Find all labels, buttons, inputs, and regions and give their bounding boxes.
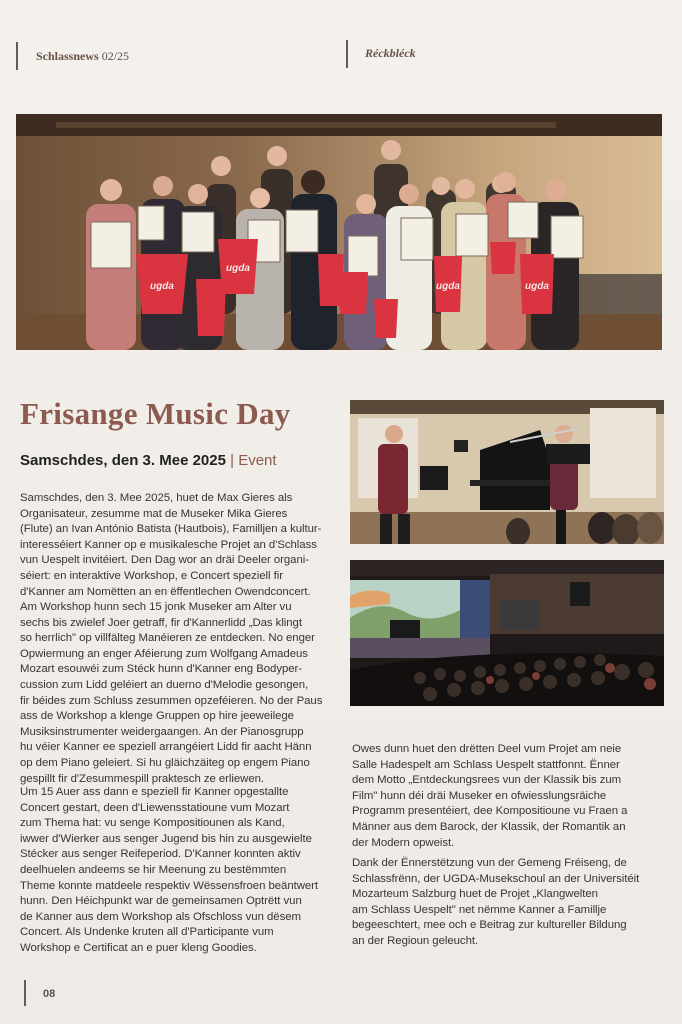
header-divider-right xyxy=(346,40,348,68)
article-title: Frisange Music Day xyxy=(20,396,291,431)
bag-logo: ugda xyxy=(525,281,549,292)
group-photo xyxy=(16,114,662,350)
header-issue: 02/25 xyxy=(101,49,130,63)
paragraph-workshop: Am Workshop hunn sech 15 jonk Museker am Alter vu sechs bis zwielef Joer getraff, fir d'Kannerlidd „Das klingt so herrlich" op villfälteg Manéieren ze entdecken. No enger Opwiermung an enger Aféierung zum Wolfgang Amadeus Mozart esouwéi zum Stéck hunn d'Kanner eng Bodyper- cussion zum Lidd geléiert an duerno d'Melodie gesongen, fir béides zum Schluss zesummen opzeféieren. No der Paus ass de Workshop a klenge Gruppen op hire jeeweilege Musiksinstrumenter weidergaangen. An der Pianosgrupp hu véier Kanner ee speziell arrangéiert Lidd fir aacht Hänn op dem Piano geleiert. Si hu gläichzäiteg op engem Piano gespillt fir d'Zesummespill praktesch ze erliewen. xyxy=(20,601,323,785)
page-number: 08 xyxy=(43,988,56,1000)
header-rubric: Réckbléck xyxy=(365,46,416,60)
header-divider-left xyxy=(16,42,18,70)
subtitle-separator: | xyxy=(230,452,235,469)
article-date: Samschdes, den 3. Mee 2025 xyxy=(20,452,226,469)
bag-logo: ugda xyxy=(436,281,460,292)
paragraph-intro: Samschdes, den 3. Mee 2025, huet de Max Gieres als Organisateur, zesumme mat de Museker Mika Gieres (Flute) an Ivan António Batista (Hautbois), Familljen a kultur- interesséiert Kanner op e musikalesche Projet an d'Schlass vun Uespelt invitéiert. Den Dag wor an dräi Deeler organi- séiert: en interaktive Workshop, e Concert speziell fir d'Kanner am Nomëtten an en ëffentlechen Owendconcert. xyxy=(20,492,322,598)
bag-logo: ugda xyxy=(226,263,250,274)
footer-divider xyxy=(24,980,26,1006)
bag-logo: ugda xyxy=(150,281,174,292)
header-section xyxy=(36,49,129,64)
paragraph-concert: Um 15 Auer ass dann e speziell fir Kanner opgestallte Concert gestart, deen d'Liewensstatioune vum Mozart zum Thema hat: vu senge Kompositiounen als Kand, iwwer d'Wierker aus senger Jugend bis hin zu ausgewielte Stécker aus senger Reifeperiod. D'Kanner konnten aktiv deelhuelen andeems se hir Meenung zu bestëmmten Theme konnte matdeele respektiv Wëssensfroen beäntwert hunn. Den Héichpunkt war de gemeinsamen Optrëtt vun de Kanner aus dem Workshop als Ofschloss vun dësem Concert. Als Undenke kruten all d'Participante vum Workshop e Certificat an e puer kleng Goodies. xyxy=(20,786,319,954)
article-subtitle xyxy=(20,452,277,469)
paragraph-evening: Owes dunn huet den drëtten Deel vum Projet am neie Salle Hadespelt am Schlass Uespelt stattfonnt. Ënner dem Motto „Entdeckungsrees vun der Klassik bis zum Film" hunn déi dräi Museker en ofwiesslungsräiche Programm presentéiert, dee Kompositioune vu Fraen a Männer aus dem Barock, der Klassik, der Romantik an der Modern opweist. xyxy=(352,743,628,849)
concert-hall-photo xyxy=(350,560,664,706)
paragraph-thanks: Dank der Ënnerstëtzung vun der Gemeng Fréiseng, de Schlassfrënn, der UGDA-Musekschoul an der Universitéit Mozarteum Salzburg huet de Projet „Klangwelten am Schlass Uespelt" net nëmme Kanner a Famillje begeeschtert, mee och e Beitrag zur kultureller Bildung an der Regioun geleucht. xyxy=(352,857,640,947)
workshop-photo xyxy=(350,400,664,544)
article-category: Event xyxy=(238,452,277,469)
header-section-name: Schlassnews xyxy=(36,49,99,63)
